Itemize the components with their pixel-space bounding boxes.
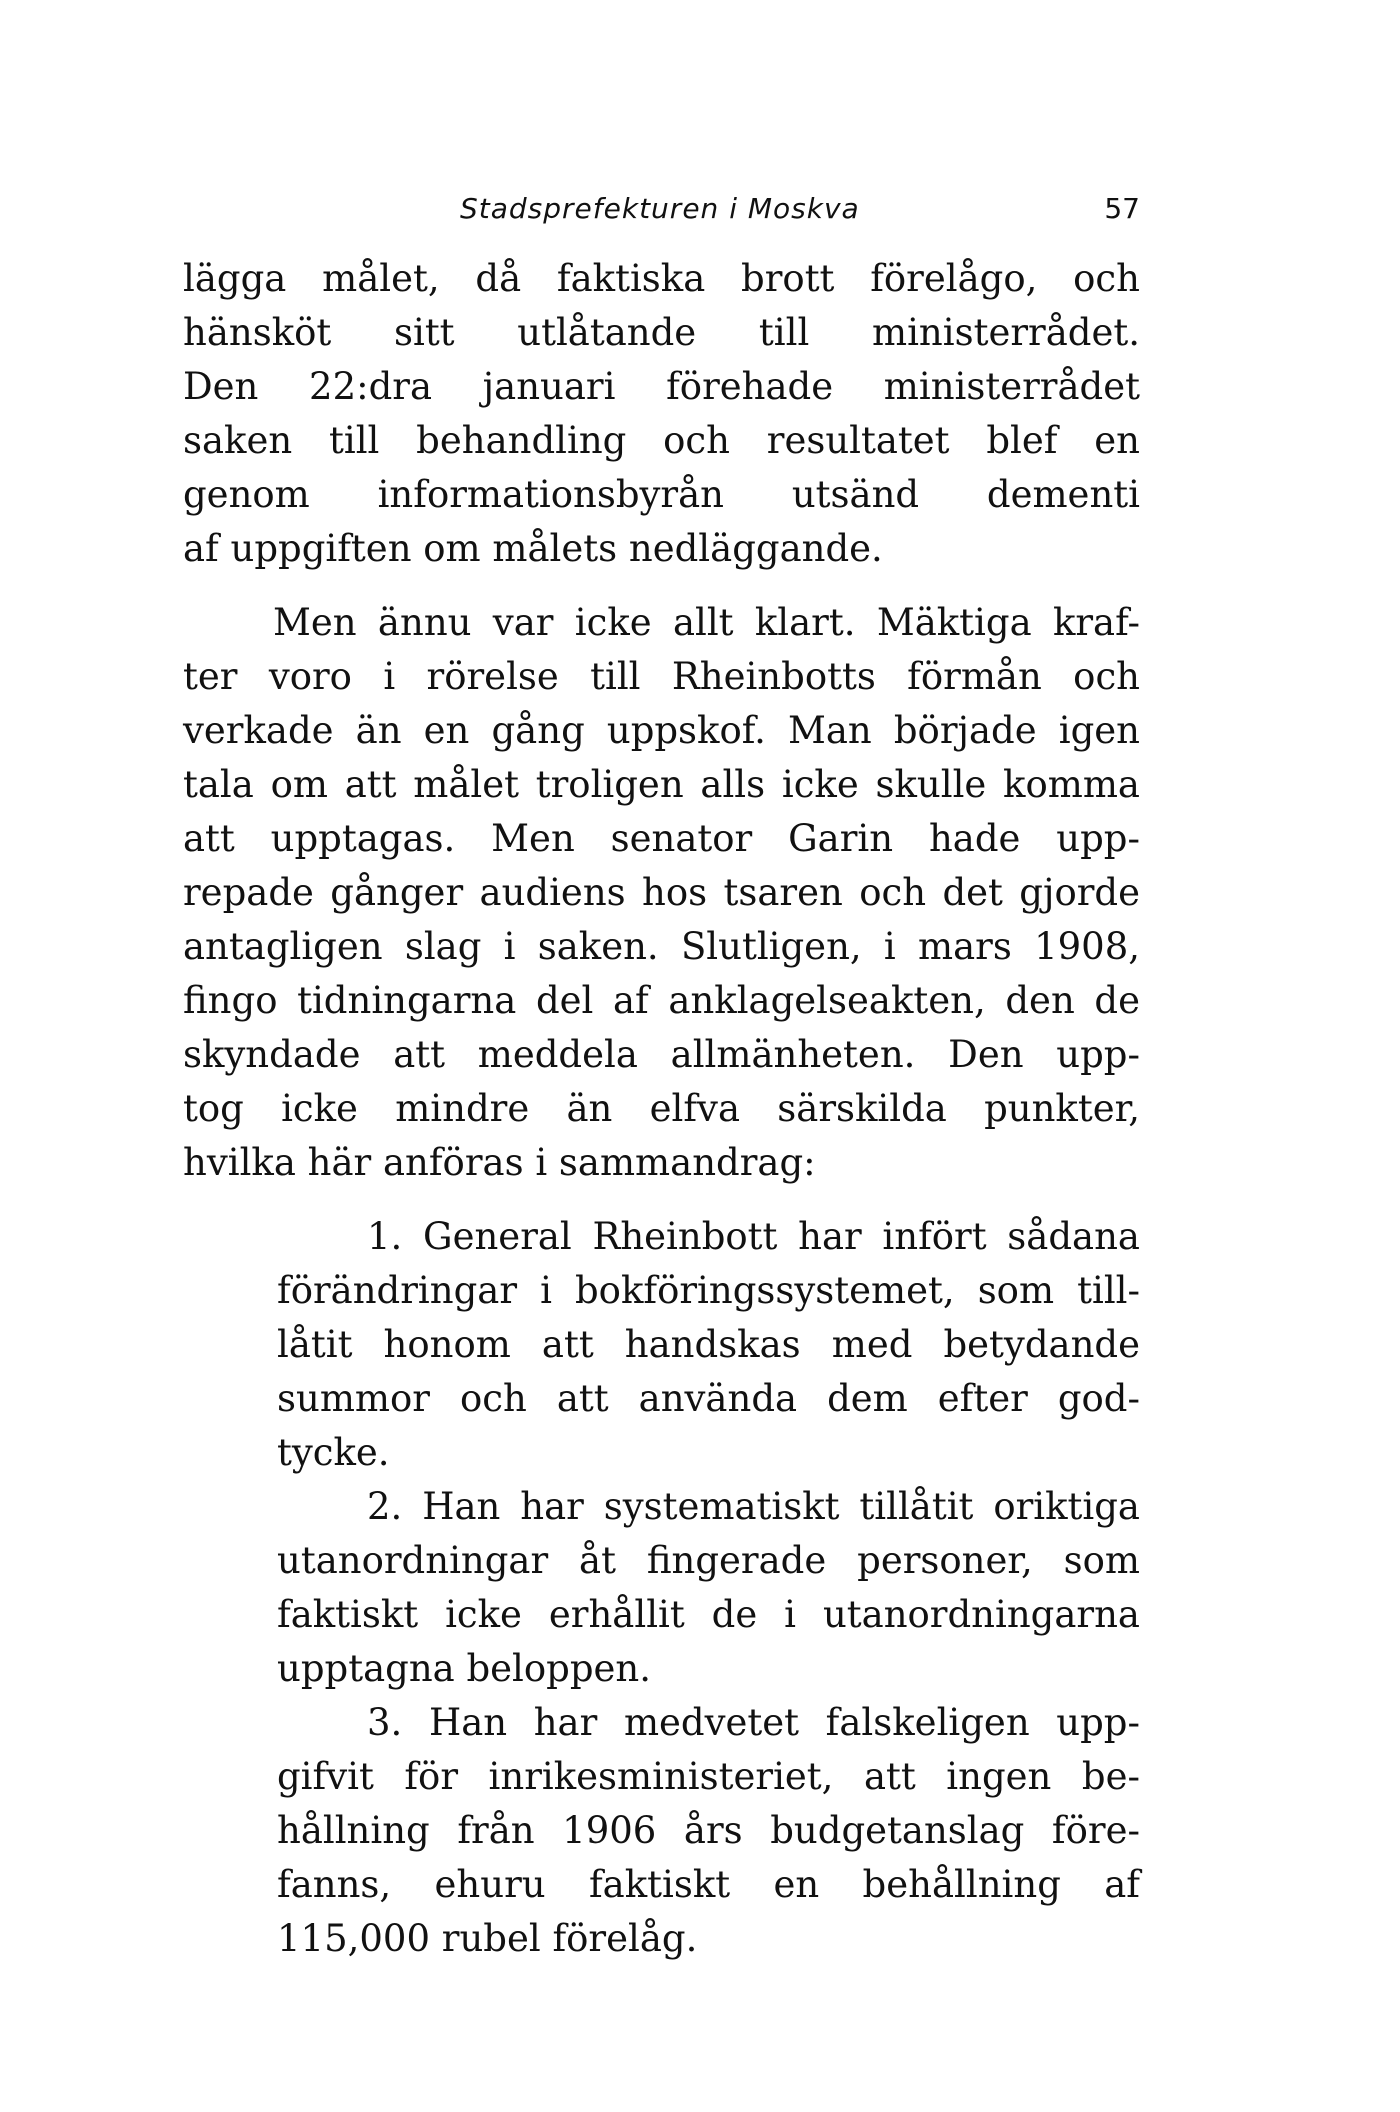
text-line: gifvit för inrikesministeriet, att ingen be- (277, 1755, 1140, 1798)
text-line: fanns, ehuru faktiskt en behållning af (277, 1863, 1140, 1906)
text-line: 1. General Rheinbott har infört sådana (367, 1215, 1140, 1258)
text-line: ter voro i rörelse till Rheinbotts förmån och (183, 655, 1140, 698)
text-line: tycke. (277, 1431, 390, 1474)
text-line: hvilka här anföras i sammandrag: (183, 1141, 816, 1184)
text-line: repade gånger audiens hos tsaren och det gjorde (183, 871, 1140, 914)
text-line: hänsköt sitt utlåtande till ministerrådet. (183, 311, 1140, 354)
text-line: tog icke mindre än elfva särskilda punkter, (183, 1087, 1140, 1130)
numbered-list (183, 1210, 1140, 1966)
running-header (460, 192, 1140, 242)
text-line: utanordningar åt fingerade personer, som (277, 1539, 1140, 1582)
text-line: 2. Han har systematiskt tillåtit oriktiga (367, 1485, 1140, 1528)
text-line: verkade än en gång uppskof. Man började igen (183, 709, 1140, 752)
text-line: af uppgiften om målets nedläggande. (183, 527, 883, 570)
text-line: Den 22:dra januari förehade ministerrådet (183, 365, 1140, 408)
paragraph-1 (183, 252, 1140, 576)
text-line: summor och att använda dem efter god- (277, 1377, 1140, 1420)
text-line: upptagna beloppen. (277, 1647, 652, 1690)
list-item (277, 1696, 1140, 1966)
text-line: 115,000 rubel förelåg. (277, 1917, 698, 1960)
page-number: 57 (1104, 192, 1140, 225)
text-line: förändringar i bokföringssystemet, som till- (277, 1269, 1140, 1312)
body-text (183, 252, 1140, 1966)
text-line: fingo tidningarna del af anklagelseakten, den de (183, 979, 1140, 1022)
list-item (277, 1480, 1140, 1696)
text-line: Men ännu var icke allt klart. Mäktiga kraf- (273, 601, 1140, 644)
text-line: hållning från 1906 års budgetanslag före- (277, 1809, 1140, 1852)
text-line: genom informationsbyrån utsänd dementi (183, 473, 1140, 516)
text-line: tala om att målet troligen alls icke skulle komma (183, 763, 1140, 806)
text-line: 3. Han har medvetet falskeligen upp- (367, 1701, 1140, 1744)
list-item (277, 1210, 1140, 1480)
text-line: skyndade att meddela allmänheten. Den upp- (183, 1033, 1140, 1076)
text-line: saken till behandling och resultatet blef en (183, 419, 1140, 462)
text-line: antagligen slag i saken. Slutligen, i mars 1908, (183, 925, 1140, 968)
text-line: lägga målet, då faktiska brott förelågo, och (183, 257, 1140, 300)
text-line: faktiskt icke erhållit de i utanordningarna (277, 1593, 1140, 1636)
text-line: låtit honom att handskas med betydande (277, 1323, 1140, 1366)
text-line: att upptagas. Men senator Garin hade upp- (183, 817, 1140, 860)
running-title: Stadsprefekturen i Moskva (460, 192, 860, 225)
paragraph-2 (183, 596, 1140, 1190)
